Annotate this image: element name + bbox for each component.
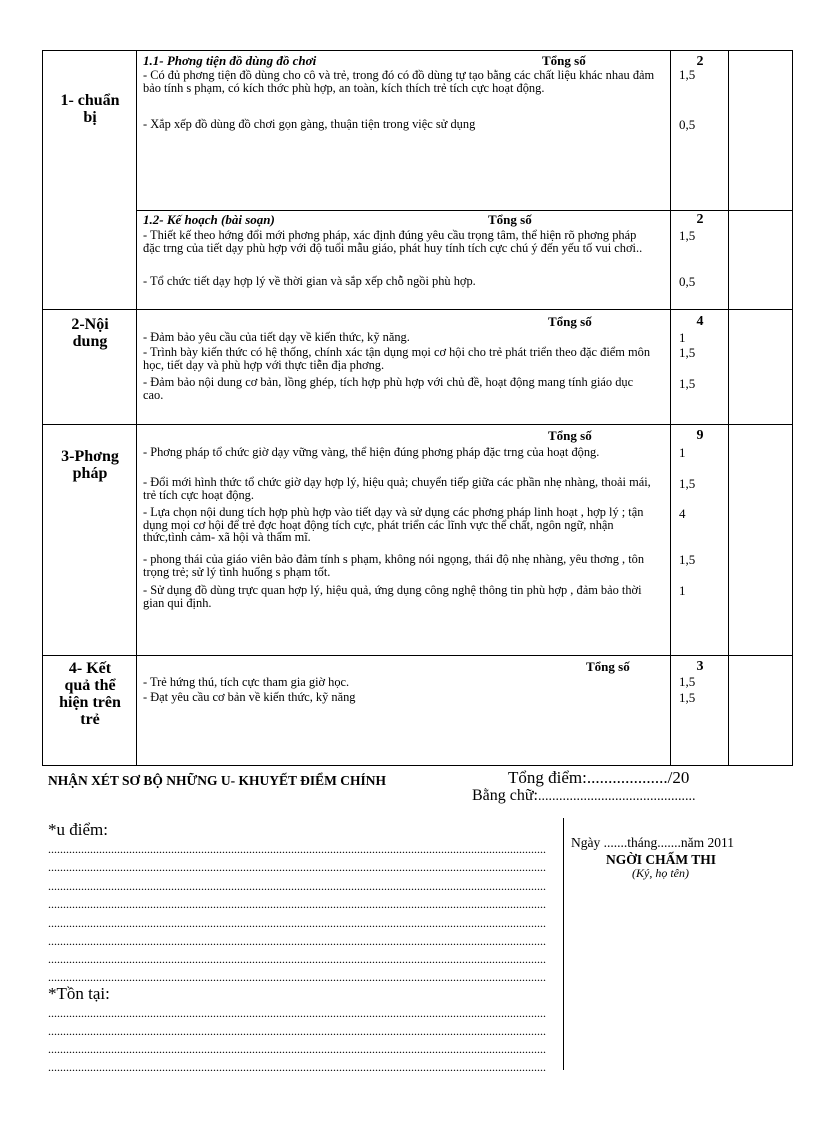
strengths-line[interactable]: ...................................................................................................................................................................... [48, 860, 546, 874]
subsection-title: 1.1- Phơng tiện đồ dùng đồ chơi [143, 53, 317, 68]
criterion-score: 1 [679, 445, 686, 460]
criterion-score: 1,5 [679, 552, 696, 567]
criterion-text: - Trình bày kiến thức có hệ thống, chính xác tận dụng mọi cơ hội cho trẻ phát triển theo đặc điểm môn học, tiết dạy và phù hợp với thực tiễn địa phơng. [143, 345, 651, 372]
table-border-left [42, 50, 43, 766]
criterion-text: - Đảm bảo nội dung cơ bản, lồng ghép, tích hợp phù hợp với chủ đề, hoạt động mang tính giáo dục cao. [143, 375, 634, 402]
total-score-dots: ................... [586, 768, 668, 787]
criterion-score: 0,5 [679, 117, 696, 132]
strengths-line[interactable]: ...................................................................................................................................................................... [48, 970, 546, 984]
strengths-line[interactable]: ...................................................................................................................................................................... [48, 952, 546, 966]
row-divider-2 [42, 424, 793, 425]
total-score-label: Tổng điểm: [508, 768, 587, 787]
row-divider-sub [136, 210, 793, 211]
criterion-text: - Tổ chức tiết dạy hợp lý về thời gian và sắp xếp chỗ ngồi phù hợp. [143, 274, 476, 288]
strengths-line[interactable]: ...................................................................................................................................................................... [48, 897, 546, 911]
strengths-line[interactable]: ...................................................................................................................................................................... [48, 842, 546, 856]
table-border-top [42, 50, 793, 51]
weaknesses-line[interactable]: ...................................................................................................................................................................... [48, 1042, 546, 1056]
category-chuan-bi: 1- chuẩn bị [60, 92, 120, 126]
subtotal-value: 3 [696, 659, 704, 674]
footer-divider [563, 818, 564, 1070]
total-label: Tổng số [586, 659, 630, 674]
row-divider-1 [42, 309, 793, 310]
criterion-score: 1 [679, 330, 686, 345]
strengths-line[interactable]: ...................................................................................................................................................................... [48, 879, 546, 893]
criterion-text: - Có đủ phơng tiện đồ dùng cho cô và trẻ, trong đó có đồ dùng tự tạo bằng các chất liệu khác nhau đảm bảo tính s phạm, có kích thớc phù hợp, an toàn, kích thích trẻ tích cực hoạt động. [143, 68, 655, 95]
review-title: NHẬN XÉT SƠ BỘ NHỮNG U- KHUYẾT ĐIỂM CHÍNH [48, 773, 387, 788]
criterion-score: 1,5 [679, 67, 696, 82]
criterion-score: 1,5 [679, 376, 696, 391]
criterion-text: - Đảm bảo yêu cầu của tiết dạy về kiến thức, kỹ năng. [143, 330, 410, 344]
strengths-line[interactable]: ...................................................................................................................................................................... [48, 916, 546, 930]
weaknesses-line[interactable]: ...................................................................................................................................................................... [48, 1024, 546, 1038]
category-ket-qua: 4- Kết quả thể hiện trên trẻ [59, 660, 121, 728]
category-noi-dung: 2-Nội dung [71, 316, 109, 350]
total-score-line [508, 768, 689, 788]
col-divider-3 [728, 50, 729, 766]
in-words-label: Bằng chữ: [472, 787, 538, 804]
criterion-score: 1,5 [679, 345, 696, 360]
col-divider-2 [670, 50, 671, 766]
criterion-text: - Đổi mới hình thức tổ chức giờ dạy hợp lý, hiệu quả; chuyển tiếp giữa các phần nhẹ nhàng, thoải mái, trẻ tích cực hoạt động. [143, 475, 651, 502]
total-label: Tổng số [548, 428, 592, 443]
in-words-dots: ............................................. [538, 789, 696, 804]
strengths-label: *u điểm: [48, 820, 108, 839]
criterion-text: - phong thái của giáo viên bảo đảm tính s phạm, không nói ngọng, thái độ nhẹ nhàng, yêu thơng , tôn trọng trẻ; sử lý tình huống s phạm tốt. [143, 552, 645, 579]
criterion-score: 1,5 [679, 690, 696, 705]
criterion-score: 4 [679, 506, 686, 521]
subtotal-value: 4 [696, 314, 704, 329]
sign-note: (Ký, họ tên) [632, 866, 689, 880]
criterion-text: - Xắp xếp đồ dùng đồ chơi gọn gàng, thuận tiện trong việc sử dụng [143, 117, 476, 131]
weaknesses-line[interactable]: ...................................................................................................................................................................... [48, 1006, 546, 1020]
in-words-line [472, 787, 696, 805]
weaknesses-label: *Tồn tại: [48, 984, 110, 1003]
total-score-max: /20 [667, 768, 690, 787]
subtotal-value: 2 [696, 54, 704, 69]
category-phuong-phap: 3-Phơng pháp [61, 448, 119, 482]
criterion-text: - Đạt yêu cầu cơ bản về kiến thức, kỹ năng [143, 690, 356, 704]
table-border-bottom [42, 765, 793, 766]
criterion-score: 0,5 [679, 274, 696, 289]
subsection-title: 1.2- Kế hoạch (bài soạn) [143, 212, 275, 227]
subtotal-value: 9 [696, 428, 704, 443]
criterion-text: - Lựa chọn nội dung tích hợp phù hợp vào tiết dạy và sử dụng các phơng pháp linh hoạt , hợp lý ; tận dụng mọi cơ hội để trẻ đợc hoạt động tích cực, phát triển các lĩnh vực thể chất, ngôn ngữ, nhận thức,tình cảm- xã hội và thẩm mĩ. [143, 505, 644, 545]
subtotal-value: 2 [696, 212, 704, 227]
total-label: Tổng số [488, 212, 532, 227]
criterion-score: 1,5 [679, 674, 696, 689]
criterion-text: - Thiết kế theo hớng đổi mới phơng pháp, xác định đúng yêu cầu trọng tâm, thể hiện rõ phơng pháp đặc trng của tiết dạy phù hợp với độ tuổi mẫu giáo, phát huy tính tích cực chú ý đến yếu tố vui chơi.. [143, 228, 643, 255]
table-border-right [792, 50, 793, 766]
weaknesses-line[interactable]: ...................................................................................................................................................................... [48, 1060, 546, 1074]
strengths-line[interactable]: ...................................................................................................................................................................... [48, 934, 546, 948]
criterion-score: 1,5 [679, 476, 696, 491]
judge-title: NGỜI CHẤM THI [606, 852, 717, 867]
criterion-score: 1 [679, 583, 686, 598]
total-label: Tổng số [548, 314, 592, 329]
total-label: Tổng số [542, 53, 586, 68]
col-divider-1 [136, 50, 137, 766]
row-divider-3 [42, 655, 793, 656]
criterion-score: 1,5 [679, 228, 696, 243]
criterion-text: - Trẻ hứng thú, tích cực tham gia giờ học. [143, 675, 350, 689]
date-line: Ngày .......tháng.......năm 2011 [571, 835, 734, 850]
criterion-text: - Phơng pháp tổ chức giờ dạy vững vàng, thể hiện đúng phơng pháp đặc trng của hoạt động. [143, 445, 600, 459]
criterion-text: - Sử dụng đồ dùng trực quan hợp lý, hiệu quả, ứng dụng công nghệ thông tin phù hợp , đảm bảo thời gian qui định. [143, 583, 642, 610]
